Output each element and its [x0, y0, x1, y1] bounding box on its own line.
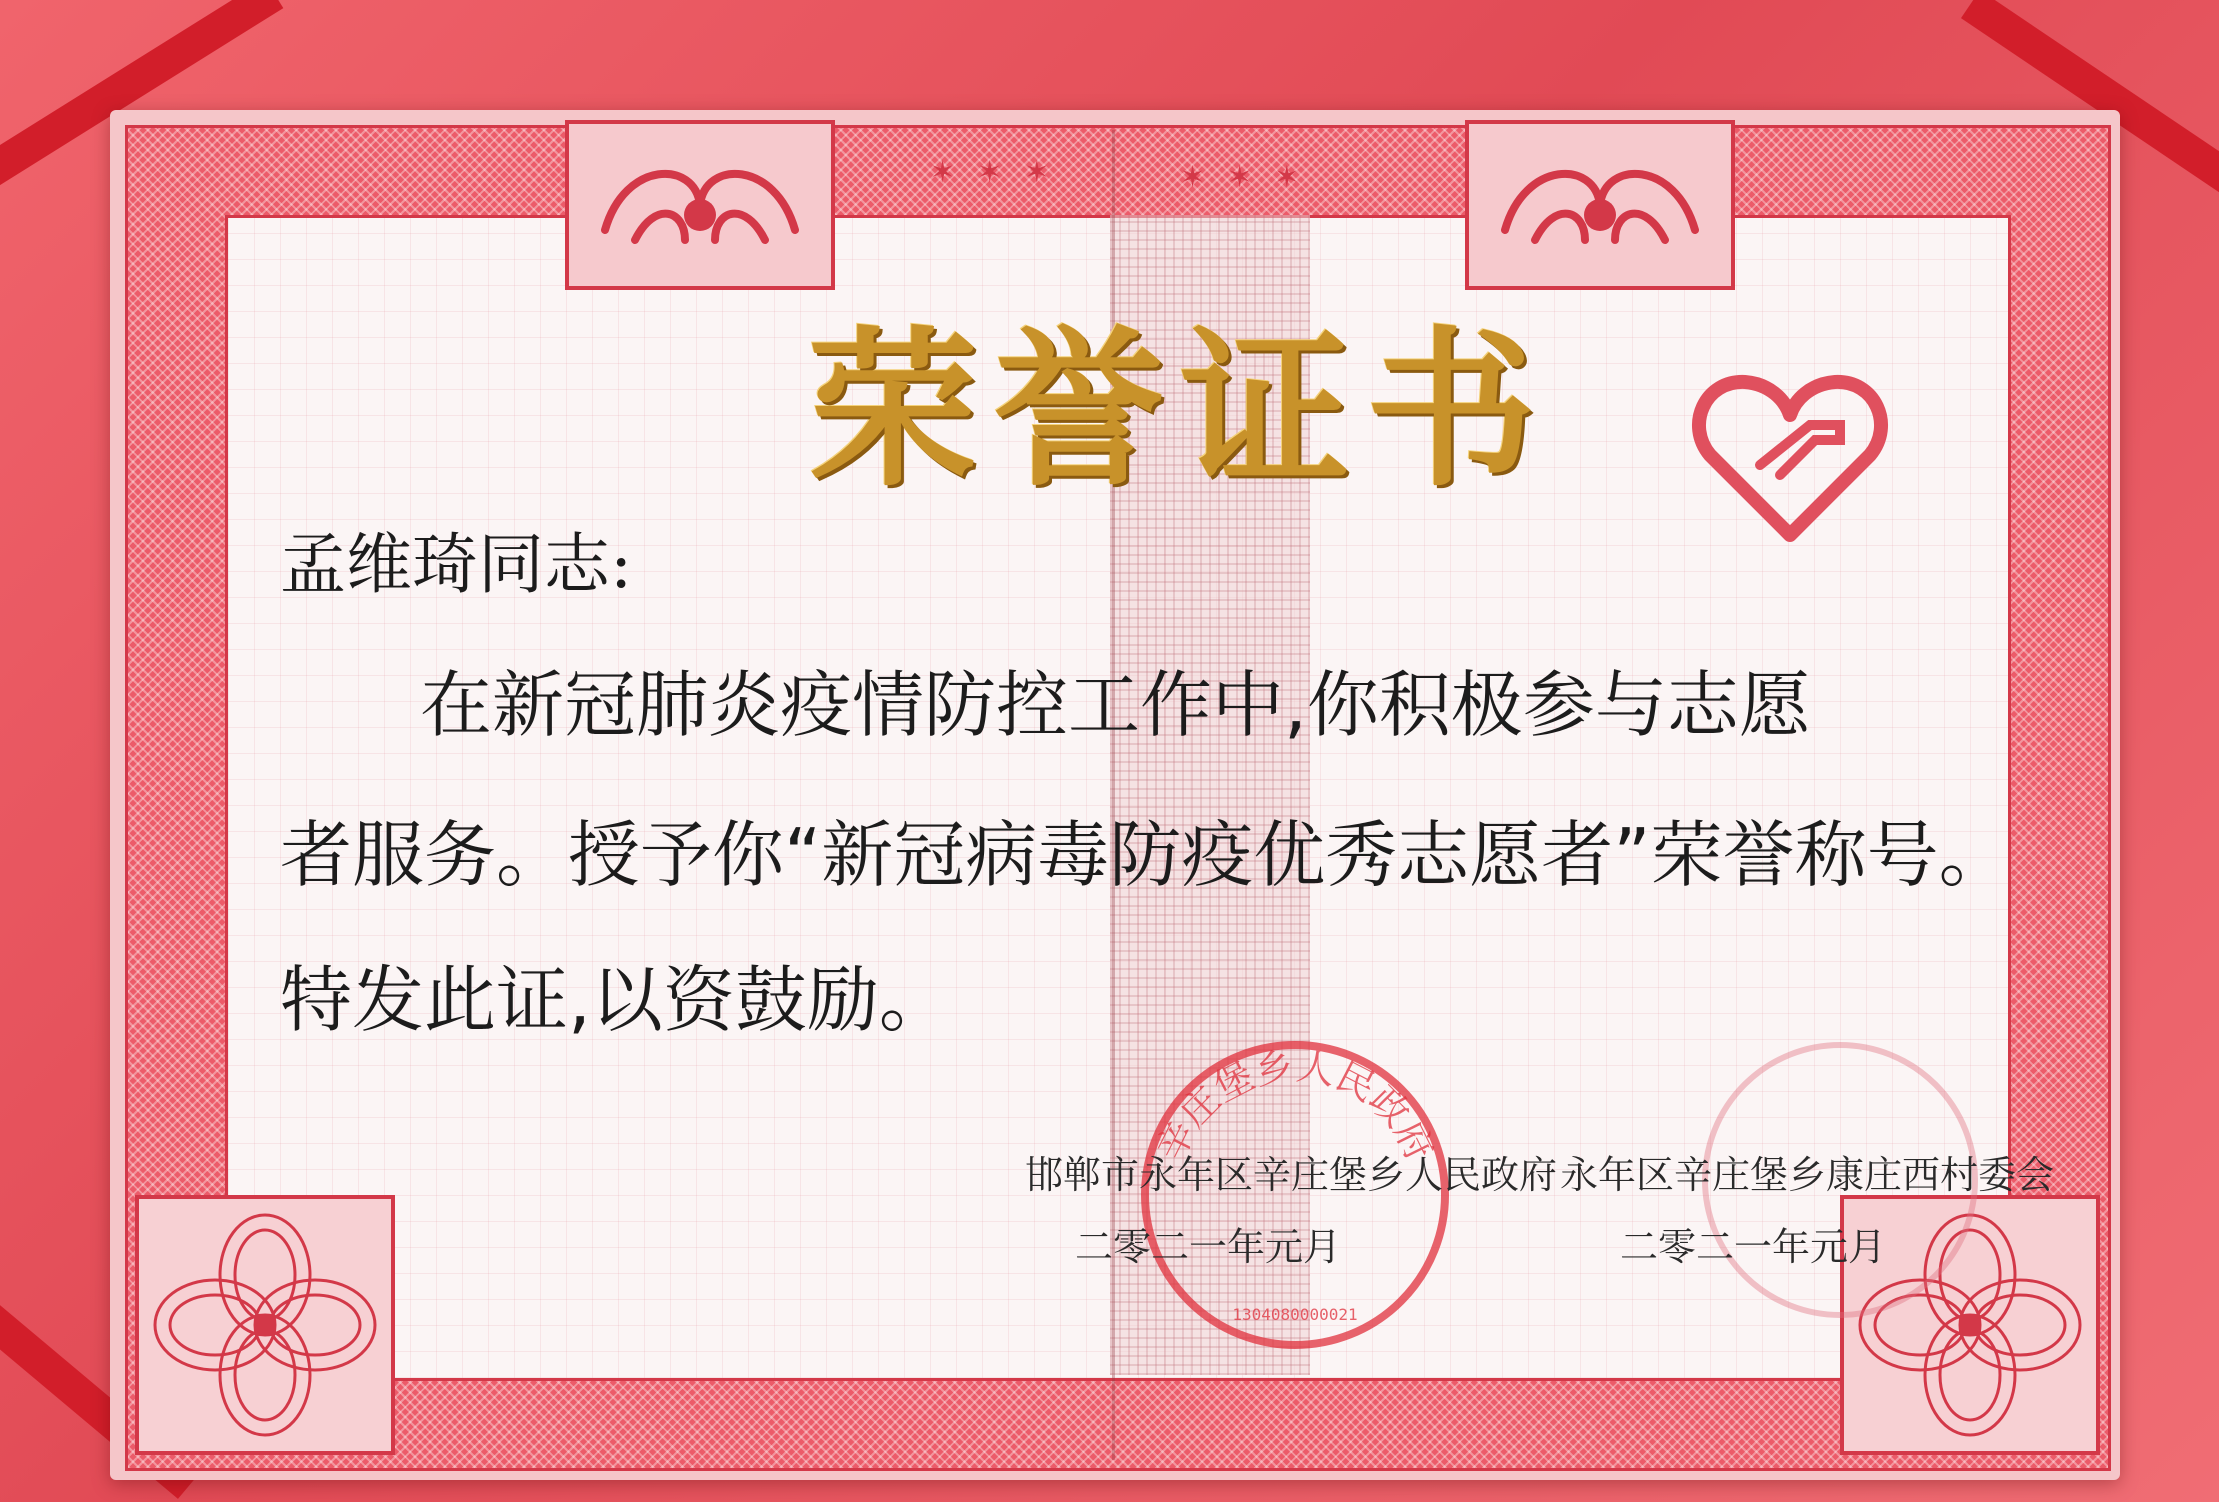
scroll-ornament-right-icon [1465, 120, 1735, 290]
star-icon-row-left: ✶✶✶ [930, 155, 1072, 190]
signer-date-2: 二零二一年元月 [1620, 1225, 1887, 1269]
flower-corner-ornament-bottom-left-icon [135, 1195, 395, 1455]
signer-org-2: 永年区辛庄堡乡康庄西村委会 [1560, 1153, 2055, 1197]
seal-serial: 1304080000021 [1232, 1305, 1358, 1324]
certificate-body-line-3: 特发此证,以资鼓励。 [280, 958, 951, 1042]
seal-text: 辛庄堡乡人民政府 [1147, 1043, 1443, 1168]
star-icon-row-right: ✶✶✶ [1180, 160, 1322, 195]
heart-hand-logo-icon [1690, 370, 1890, 550]
recipient-greeting: 孟维琦同志: [280, 526, 633, 603]
certificate-body-line-2: 者服务。授予你“新冠病毒防疫优秀志愿者”荣誉称号。 [280, 813, 2011, 897]
certificate-title: 荣誉证书 [807, 310, 1552, 510]
certificate-body-line-1: 在新冠肺炎疫情防控工作中,你积极参与志愿 [420, 663, 1811, 747]
signer-org-1: 邯郸市永年区辛庄堡乡人民政府 [1025, 1153, 1558, 1197]
scroll-ornament-left-icon [565, 120, 835, 290]
signer-date-1: 二零二一年元月 [1075, 1225, 1342, 1269]
